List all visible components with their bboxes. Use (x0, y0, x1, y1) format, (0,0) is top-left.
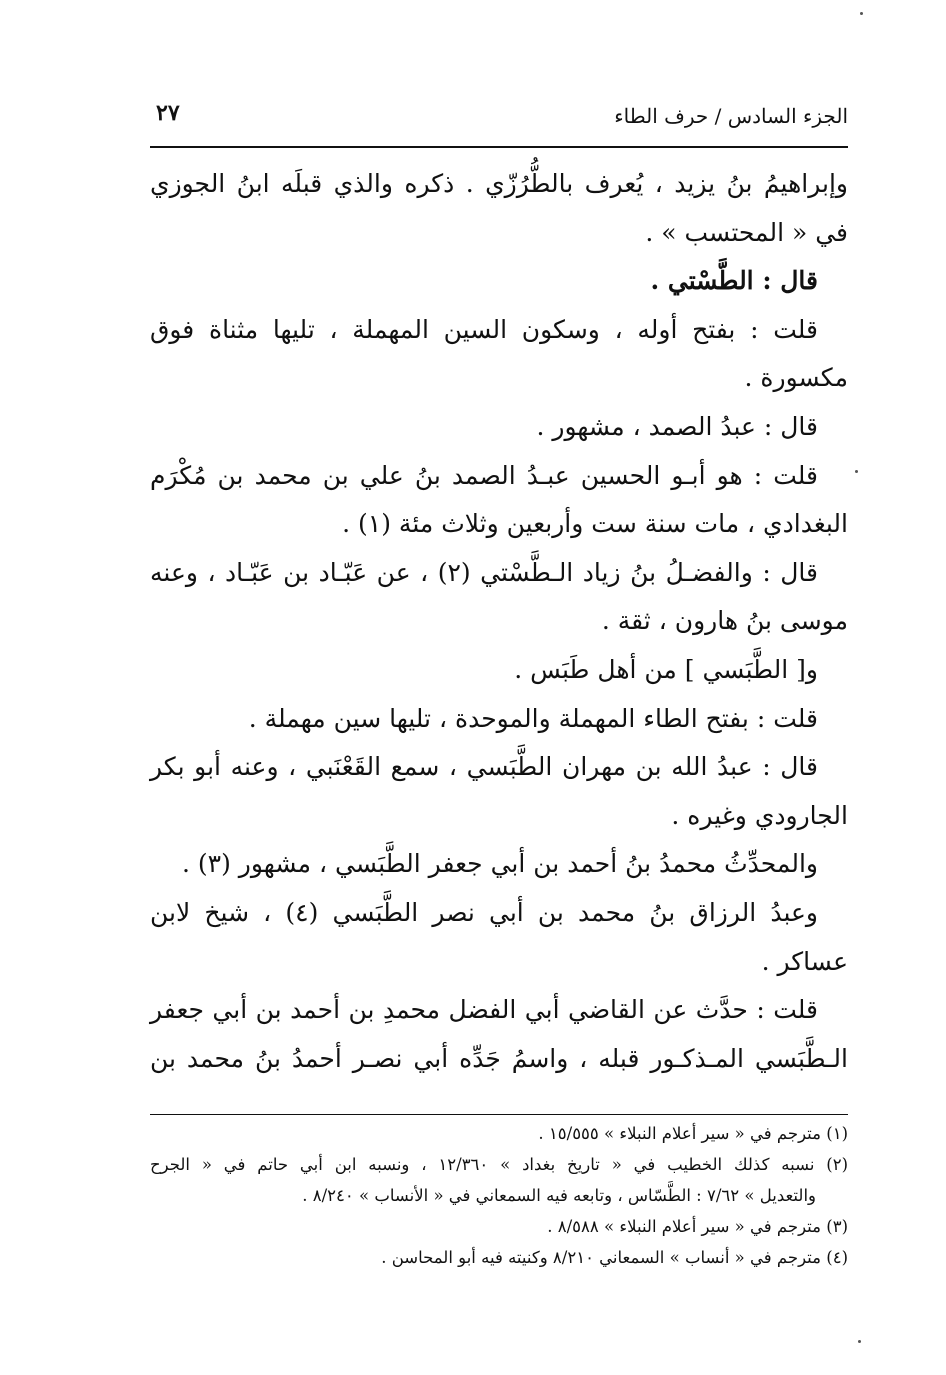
page-header (150, 96, 848, 136)
text-line: والمحدِّثُ محمدُ بنُ أحمد بن أبي جعفر الطَّبَسي ، مشهور (٣) . (182, 849, 818, 879)
text-line: الجارودي وغيره . (671, 800, 848, 830)
footnote-2-continued: والتعديل » ٧/٦٢ : الطَّسّاس ، وتابعه فيه السمعاني في « الأنساب » ٨/٢٤٠ . (302, 1186, 816, 1205)
running-title: الجزء السادس / حرف الطاء (614, 104, 848, 128)
footnote-3: (٣) مترجم في « سير أعلام النبلاء » ٨/٥٨٨ . (547, 1217, 848, 1236)
text-line: قال : عبدُ الصمد ، مشهور . (536, 411, 818, 441)
text-line: موسى بنُ هارون ، ثقة . (601, 606, 848, 636)
header-rule (150, 146, 848, 148)
text-line: وعبدُ الرزاق بنُ محمد بن أبي نصر الطَّبَسي (٤) ، شيخ لابن (150, 897, 818, 927)
footnote-4: (٤) مترجم في « أنساب » السمعاني ٨/٢١٠ وكنيته فيه أبو المحاسن . (381, 1248, 848, 1267)
text-line: مكسورة . (744, 363, 848, 393)
scan-speck (855, 470, 858, 473)
footnote-1: (١) مترجم في « سير أعلام النبلاء » ١٥/٥٥٥ . (538, 1124, 848, 1143)
text-line: قلت : بفتح أوله ، وسكون السين المهملة ، تليها مثناة فوق (150, 314, 818, 344)
text-line: قال : الطَّسْتي . (650, 266, 818, 296)
text-line: وإبراهيمُ بنُ يزيد ، يُعرف بالطُّرُزّي . ذكره والذي قبلَه ابنُ الجوزي (150, 169, 848, 198)
text-line: عساكر . (761, 946, 848, 976)
text-line: قال : والفضـلُ بنُ زياد الـطَّسْتي (٢) ، عن عَبّـاد بن عَبّـاد ، وعنه (150, 557, 818, 587)
text-line: البغدادي ، مات سنة ست وأربعين وثلاث مئة (١) . (342, 509, 848, 539)
main-text (150, 160, 848, 1083)
text-line: في « المحتسب » . (645, 217, 848, 247)
footnote-rule (150, 1114, 848, 1115)
text-line: قال : عبدُ الله بن مهران الطَّبَسي ، سمع القَعْنَبي ، وعنه أبو بكر (150, 752, 818, 782)
text-line: قلت : حدَّث عن القاضي أبي الفضل محمدِ بن أحمد بن أبي جعفر (150, 995, 818, 1025)
text-line: الـطَّبَسي المـذكـور قبله ، واسمُ جَدِّه أبي نصـر أحمدُ بنُ محمد بن (150, 1043, 848, 1073)
page-number: ٢٧ (156, 100, 180, 126)
scan-speck (858, 1340, 861, 1343)
scan-speck (860, 12, 863, 15)
footnotes (150, 1118, 848, 1273)
text-line: و[ الطَّبَسي ] من أهل طَبَس . (514, 654, 818, 684)
footnote-2: (٢) نسبه كذلك الخطيب في « تاريخ بغداد » ١٢/٣٦٠ ، ونسبه ابن أبي حاتم في « الجرح (150, 1155, 848, 1174)
text-line: قلت : هو أبـو الحسين عبـدُ الصمد بنُ علي بن محمد بن مُكْرَم (150, 460, 818, 490)
text-line: قلت : بفتح الطاء المهملة والموحدة ، تليها سين مهملة . (248, 703, 818, 733)
